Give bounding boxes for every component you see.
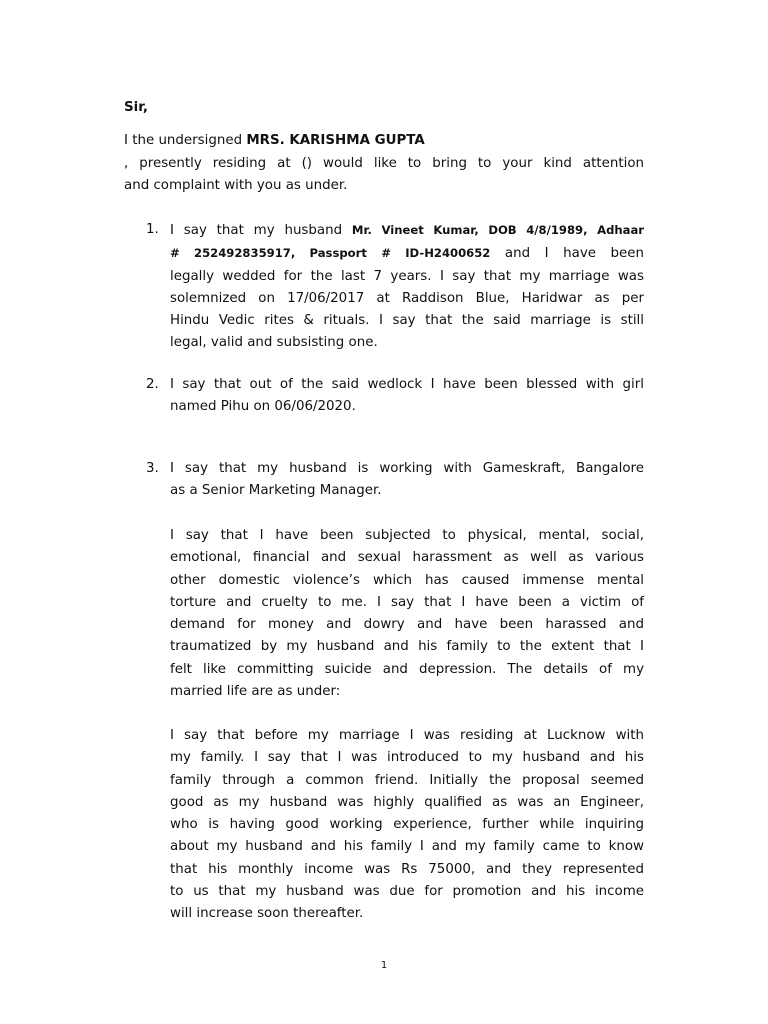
- list-item-body: [170, 219, 644, 355]
- intro-prefix: I the undersigned: [124, 133, 247, 148]
- husband-details-2: # 252492835917, Passport # ID-H2400652: [170, 246, 491, 261]
- paragraph-line: emotional, financial and sexual harassment as well as various: [170, 550, 644, 566]
- complainant-name: MRS. KARISHMA GUPTA: [246, 133, 425, 148]
- item1-line-2: # 252492835917, Passport # ID-H2400652 and I have been: [170, 246, 644, 262]
- item1-line-4: solemnized on 17/06/2017 at Raddison Blue, Haridwar as per: [170, 290, 644, 306]
- intro-line-3: and complaint with you as under.: [124, 178, 348, 193]
- paragraph-line: I say that before my marriage I was residing at Lucknow with: [170, 728, 644, 743]
- paragraph-line: traumatized by my husband and his family to the extent that I: [170, 639, 644, 655]
- salutation: Sir,: [124, 100, 148, 115]
- page-number: 1: [380, 960, 388, 971]
- item1-line-3: legally wedded for the last 7 years. I say that my marriage was: [170, 268, 644, 284]
- paragraph-line: will increase soon thereafter.: [170, 906, 364, 922]
- paragraph-line: my family. I say that I was introduced to my husband and his: [170, 750, 644, 766]
- paragraph-line: about my husband and his family I and my family came to know: [170, 839, 644, 855]
- item2-line-2: named Pihu on 06/06/2020.: [170, 399, 356, 415]
- intro-line-1: [124, 130, 644, 153]
- paragraph-line: I say that I have been subjected to physical, mental, social,: [170, 528, 644, 543]
- background-paragraph: [170, 725, 644, 926]
- paragraph-line: other domestic violence’s which has caused immense mental: [170, 572, 644, 588]
- harassment-paragraph: [170, 525, 644, 703]
- paragraph-line: who is having good working experience, further while inquiring: [170, 817, 644, 833]
- paragraph-line: good as my husband was highly qualified as was an Engineer,: [170, 794, 644, 810]
- item2-line-1: I say that out of the said wedlock I have been blessed with girl: [170, 377, 644, 392]
- paragraph-line: felt like committing suicide and depression. The details of my: [170, 661, 644, 677]
- paragraph-line: family through a common friend. Initially the proposal seemed: [170, 772, 644, 788]
- intro-line-2: , presently residing at () would like to bring to your kind attention: [124, 155, 644, 171]
- list-item-1: [124, 219, 644, 355]
- husband-details-1: Mr. Vineet Kumar, DOB 4/8/1989, Adhaar: [351, 223, 644, 237]
- list-item-number: 1.: [146, 222, 159, 237]
- paragraph-line: torture and cruelty to me. I say that I have been a victim of: [170, 594, 644, 610]
- list-item-body: [170, 374, 644, 419]
- paragraph-line: demand for money and dowry and have been harassed and: [170, 617, 644, 633]
- item3-line-2: as a Senior Marketing Manager.: [170, 483, 382, 499]
- list-item-body: [170, 458, 644, 503]
- list-item-number: 3.: [146, 461, 159, 476]
- intro-paragraph: [124, 130, 644, 198]
- item1-line-1: I say that my husband Mr. Vineet Kumar, DOB 4/8/1989, Adhaar: [170, 223, 644, 238]
- item1-line-5: Hindu Vedic rites & rituals. I say that the said marriage is still: [170, 313, 644, 329]
- item1-line-6: legal, valid and subsisting one.: [170, 335, 378, 351]
- paragraph-line: married life are as under:: [170, 684, 341, 700]
- paragraph-line: that his monthly income was Rs 75000, and they represented: [170, 861, 644, 877]
- paragraph-line: to us that my husband was due for promotion and his income: [170, 884, 644, 900]
- list-item-3: [124, 458, 644, 503]
- item3-line-1: I say that my husband is working with Gameskraft, Bangalore: [170, 461, 644, 476]
- list-item-number: 2.: [146, 377, 159, 392]
- list-item-2: [124, 374, 644, 419]
